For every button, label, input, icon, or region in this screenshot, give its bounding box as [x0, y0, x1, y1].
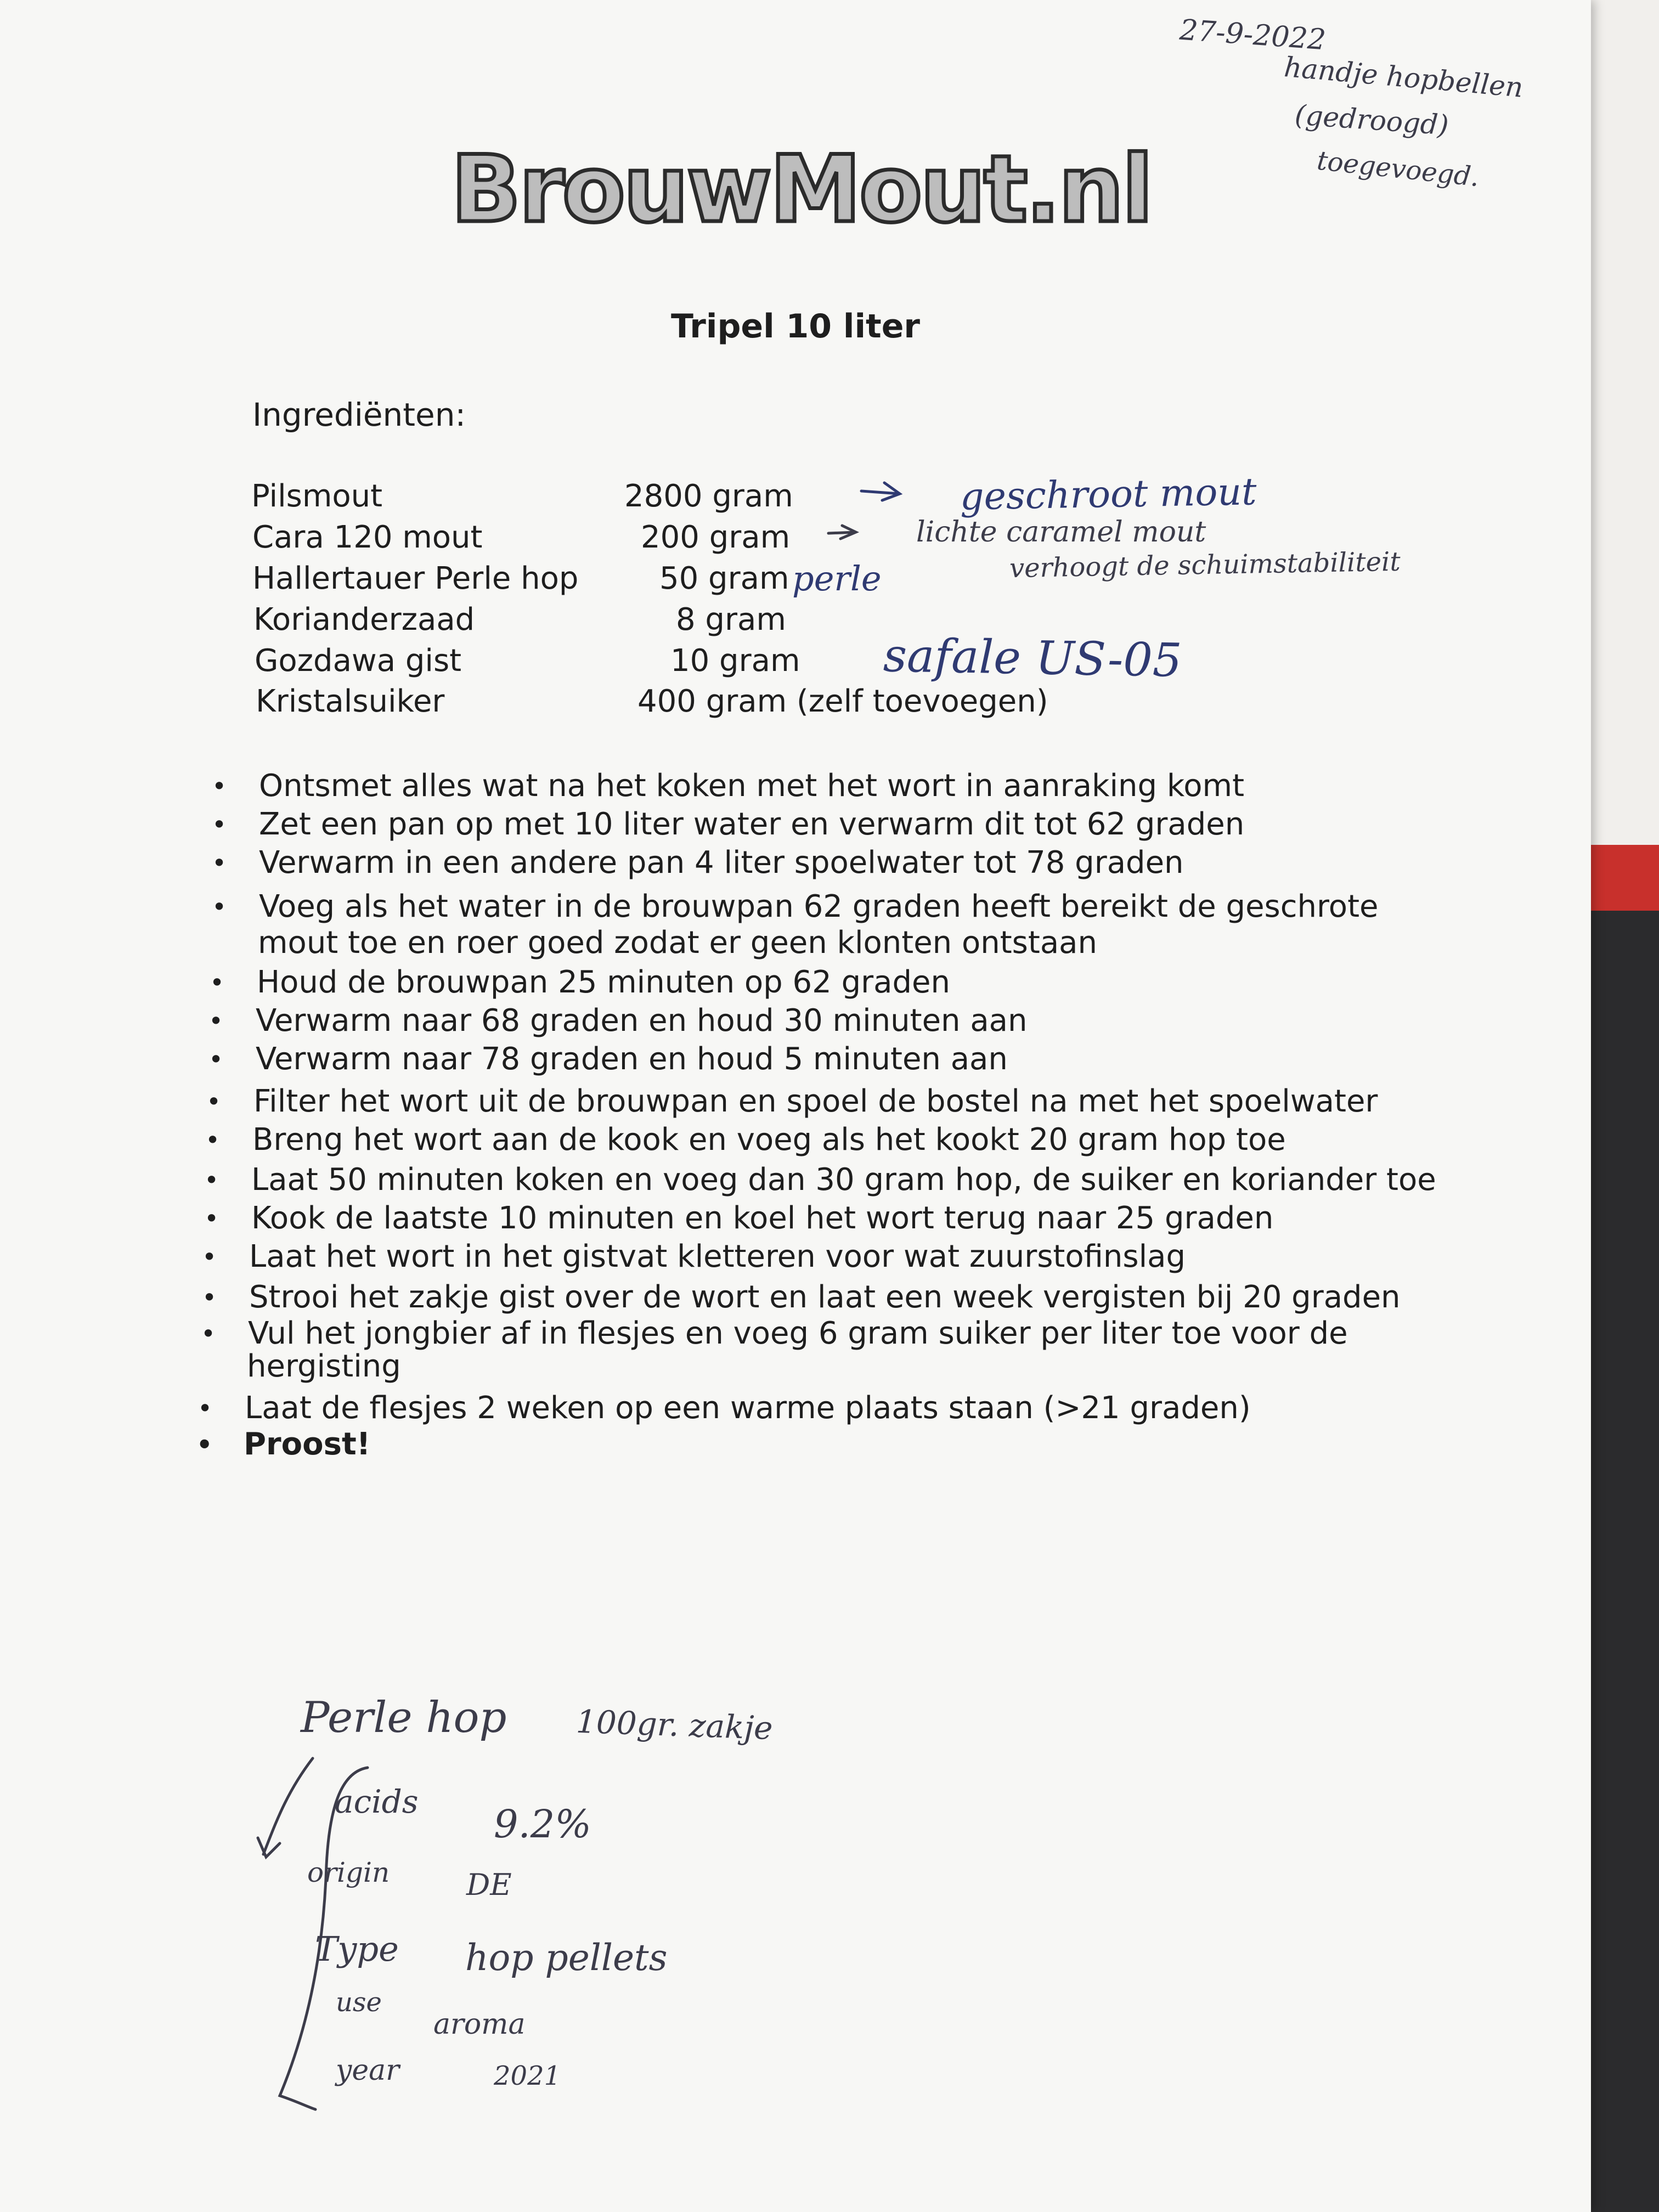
ingredient-amount: 50 gram	[659, 561, 789, 596]
handwritten-note: handje hopbellen	[1283, 51, 1525, 104]
handwritten-value: hop pellets	[465, 1937, 668, 1979]
bracket-icon	[280, 1768, 368, 2109]
instruction-step: • Ontsmet alles wat na het koken met het wort in aanraking komt	[212, 768, 1245, 804]
instruction-step: • Kook de laatste 10 minuten en koel het wort terug naar 25 graden	[204, 1200, 1274, 1236]
instruction-step: • Strooi het zakje gist over de wort en laat een week vergisten bij 20 graden	[202, 1279, 1401, 1315]
ingredient-amount: 10 gram	[670, 643, 800, 679]
bullet-icon: •	[212, 892, 227, 922]
brouwmout-logo: BrouwMout.nl	[450, 136, 1152, 243]
background-surface	[1580, 0, 1659, 845]
bullet-icon: •	[212, 810, 227, 839]
handwritten-value: DE	[466, 1867, 512, 1902]
ingredient-name: Cara 120 mout	[252, 520, 483, 555]
bullet-icon: •	[198, 1393, 213, 1423]
instruction-step: • Voeg als het water in de brouwpan 62 graden heeft bereikt de geschrote	[212, 889, 1379, 924]
bullet-icon: •	[208, 1006, 224, 1036]
instruction-step: • Zet een pan op met 10 liter water en verwarm dit tot 62 graden	[212, 806, 1245, 842]
bullet-icon: •	[204, 1165, 219, 1195]
handwritten-heading: Perle hop	[301, 1693, 507, 1742]
handwritten-date: 27-9-2022	[1178, 13, 1327, 57]
handwritten-value: 2021	[494, 2061, 561, 2091]
ingredient-name: Gozdawa gist	[255, 643, 462, 679]
ingredient-name: Pilsmout	[251, 478, 383, 514]
arrow-icon	[828, 526, 856, 539]
instruction-step: • Breng het wort aan de kook en voeg als het kookt 20 gram hop toe	[205, 1122, 1286, 1158]
handwritten-value: aroma	[433, 2008, 526, 2041]
bullet-icon: •	[205, 1125, 221, 1155]
ingredient-name: Kristalsuiker	[256, 684, 445, 719]
ingredient-name: Korianderzaad	[253, 602, 475, 637]
bullet-icon: •	[208, 1045, 224, 1074]
handwritten-label: Type	[315, 1929, 399, 1969]
instruction-step: • Laat het wort in het gistvat kletteren voor wat zuurstofinslag	[202, 1239, 1186, 1274]
bullet-icon: •	[212, 848, 227, 878]
instruction-step-continued: hergisting	[247, 1348, 401, 1384]
handwritten-note: 100gr. zakje	[575, 1702, 774, 1747]
instruction-step-continued: mout toe en roer goed zodat er geen klonten ontstaan	[258, 925, 1097, 961]
handwritten-note: safale US-05	[883, 628, 1183, 687]
handwritten-note: lichte caramel mout	[916, 516, 1206, 549]
handwritten-label: acids	[335, 1783, 419, 1820]
handwritten-value: 9.2%	[494, 1802, 591, 1847]
ingredient-amount: 2800 gram	[624, 478, 793, 514]
instruction-step: • Laat de flesjes 2 weken op een warme plaats staan (>21 graden)	[198, 1390, 1251, 1426]
instruction-step: • Proost!	[196, 1426, 371, 1462]
handwritten-note: perle	[792, 558, 882, 599]
arrow-icon	[258, 1758, 313, 1857]
ingredient-amount: 400 gram (zelf toevoegen)	[637, 684, 1048, 719]
recipe-title: Tripel 10 liter	[670, 307, 921, 346]
ingredient-amount: 200 gram	[641, 520, 791, 555]
instruction-step: • Houd de brouwpan 25 minuten op 62 graden	[210, 964, 950, 1000]
bullet-icon: •	[212, 771, 227, 801]
ingredient-name: Hallertauer Perle hop	[252, 561, 579, 596]
handwritten-label: origin	[307, 1857, 390, 1888]
instruction-step: • Verwarm naar 68 graden en houd 30 minuten aan	[208, 1003, 1028, 1039]
bullet-icon: •	[204, 1204, 219, 1233]
instruction-step: • Verwarm naar 78 graden en houd 5 minuten aan	[208, 1041, 1008, 1077]
bullet-icon: •	[210, 968, 225, 997]
handwritten-label: use	[336, 1987, 382, 2018]
bullet-icon: •	[202, 1242, 217, 1272]
handwritten-label: year	[336, 2054, 400, 2087]
ingredient-amount: 8 gram	[676, 602, 786, 637]
instruction-step: • Verwarm in een andere pan 4 liter spoelwater tot 78 graden	[212, 845, 1184, 881]
bullet-icon: •	[196, 1430, 213, 1459]
bullet-icon: •	[206, 1087, 222, 1116]
handwritten-note: toegevoegd.	[1315, 145, 1481, 193]
instruction-step: • Laat 50 minuten koken en voeg dan 30 gram hop, de suiker en koriander toe	[204, 1162, 1436, 1198]
instruction-step: • Filter het wort uit de brouwpan en spoel de bostel na met het spoelwater	[206, 1084, 1378, 1119]
instruction-step: • Vul het jongbier af in flesjes en voeg 6 gram suiker per liter toe voor de	[201, 1316, 1348, 1351]
handwritten-note: geschroot mout	[960, 470, 1257, 519]
bullet-icon: •	[202, 1283, 217, 1312]
bullet-icon: •	[201, 1319, 216, 1348]
handwritten-note: (gedroogd)	[1294, 99, 1450, 142]
ingredients-heading: Ingrediënten:	[252, 396, 466, 433]
arrow-icon	[861, 483, 900, 500]
handwritten-note: verhoogt de schuimstabiliteit	[1009, 546, 1401, 584]
